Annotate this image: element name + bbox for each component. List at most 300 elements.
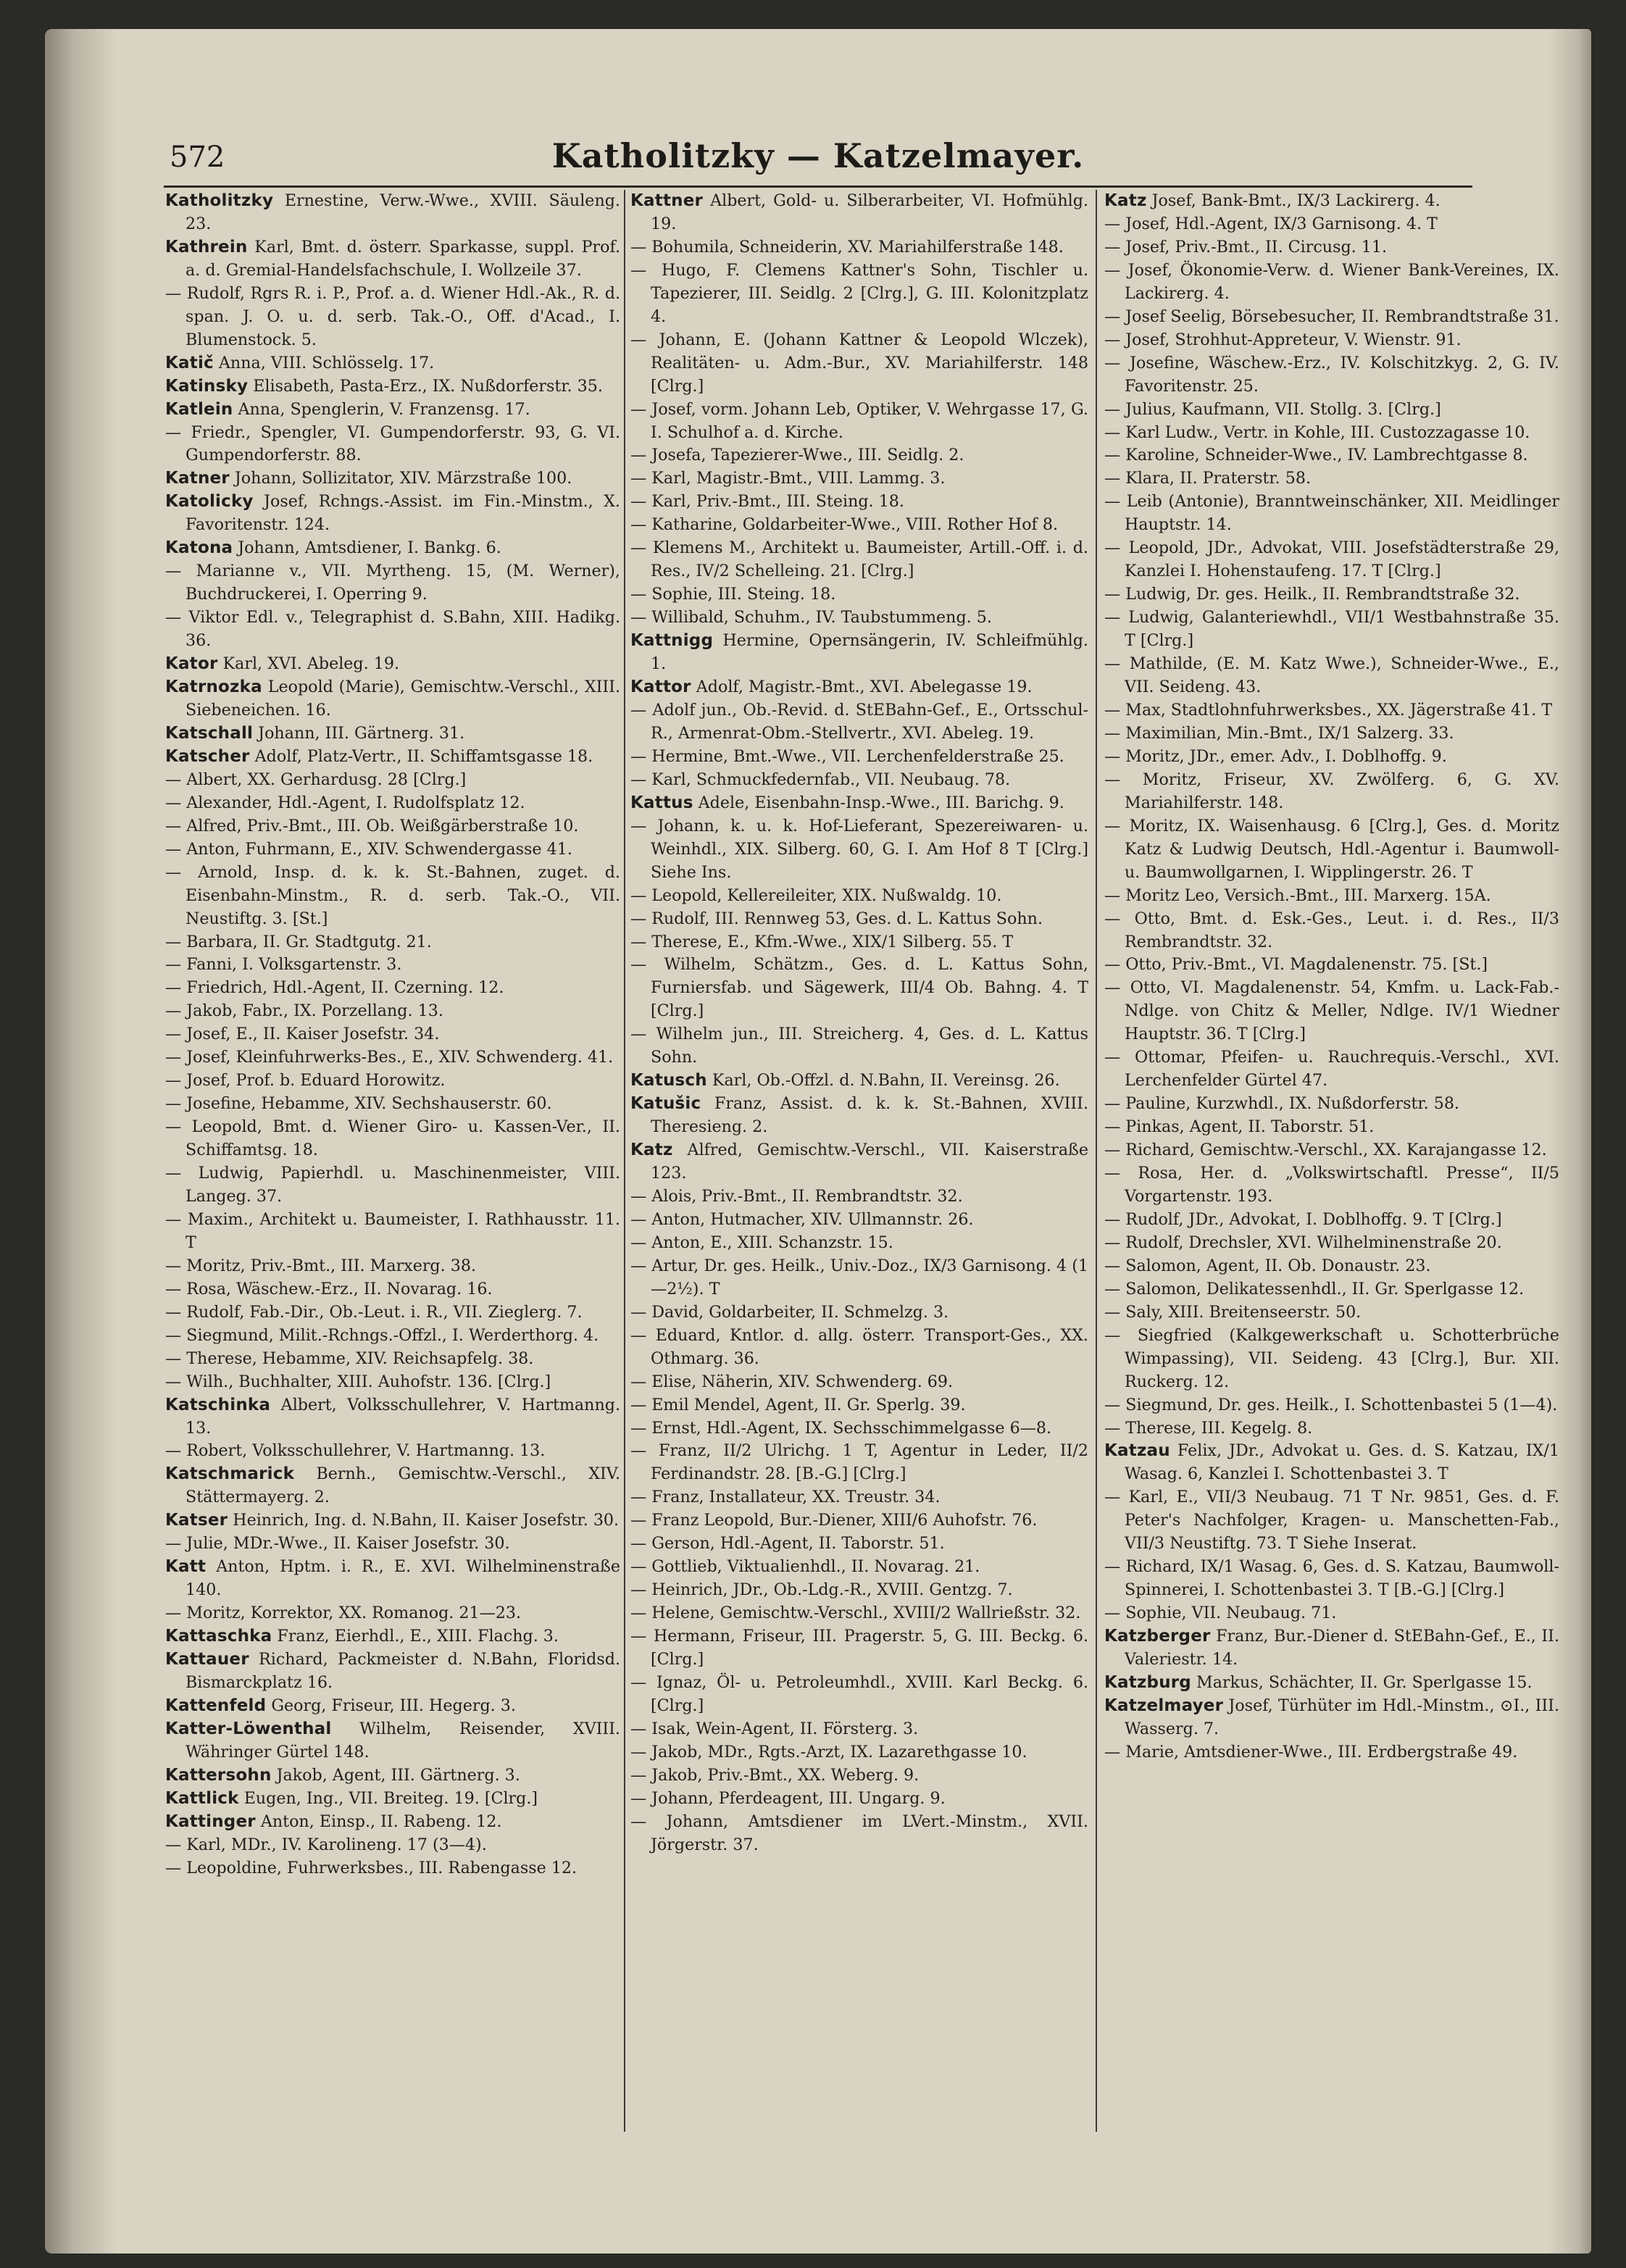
directory-entry [630,444,1088,467]
directory-entry [165,1718,620,1764]
directory-entry [165,190,620,236]
entry-text: — Richard, Gemischtw.-Verschl., XX. Karajangasse 12. [1104,1141,1547,1160]
directory-entry [630,583,1088,606]
entry-text: — Franz, II/2 Ulrichg. 1 T, Agentur in Leder, II/2 Ferdinandstr. 28. [B.-G.] [Clrg.] [630,1441,1088,1484]
entry-text: — Hugo, F. Clemens Kattner's Sohn, Tischler u. Tapezierer, III. Seidlg. 2 [Clrg.], G. III. Kolonitzplatz 4. [630,260,1088,326]
directory-entry [630,537,1088,583]
directory-entry [630,1139,1088,1185]
directory-entry [1104,653,1559,699]
directory-column-1 [165,190,620,2194]
directory-entry [630,1764,1088,1788]
entry-text: Albert, Volksschullehrer, V. Hartmanng. 13. [185,1395,620,1438]
entry-text: — Otto, Priv.-Bmt., VI. Magdalenenstr. 75. [St.] [1104,955,1488,975]
entry-surname: Kattauer [165,1650,249,1669]
directory-entry [1104,1162,1559,1209]
entry-text: — Marie, Amtsdiener-Wwe., III. Erdbergstraße 49. [1104,1742,1518,1762]
directory-entry [165,236,620,283]
entry-text: — Otto, VI. Magdalenenstr. 54, Kmfm. u. Lack-Fab.-Ndlge. von Chitz & Meller, Ndlge. IV/1 Wiedner Hauptstr. 36. T [Clrg.] [1104,978,1559,1044]
directory-entry [165,653,620,676]
entry-text: — Alfred, Priv.-Bmt., III. Ob. Weißgärberstraße 10. [165,816,579,835]
entry-surname: Katscher [165,746,250,766]
directory-entry [630,1741,1088,1764]
directory-entry [165,1602,620,1625]
entry-surname: Katič [165,353,214,372]
directory-entry [1104,1232,1559,1255]
entry-text: — Karl, MDr., IV. Karolineng. 17 (3—4). [165,1835,487,1854]
entry-text: — Klemens M., Architekt u. Baumeister, Artill.-Off. i. d. Res., IV/2 Schelleing. 21. [Clrg.] [630,538,1088,581]
entry-text: — Leopold, JDr., Advokat, VIII. Josefstädterstraße 29, Kanzlei I. Hohenstaufeng. 17. T [Clrg.] [1104,538,1559,581]
directory-entry [165,746,620,769]
entry-surname: Katzberger [1104,1627,1211,1646]
directory-entry [165,1000,620,1023]
directory-entry [165,931,620,954]
entry-text: — Arnold, Insp. d. k. k. St.-Bahnen, zuget. d. Eisenbahn-Minstm., R. d. serb. Tak.-O., VII. Neustiftg. 3. [St.] [165,862,620,928]
entry-surname: Katz [1104,191,1147,210]
directory-entry [630,815,1088,885]
entry-text: — Johann, k. u. k. Hof-Lieferant, Spezereiwaren- u. Weinhdl., XIX. Silberg. 60, G. I. Am Hof 8 T [Clrg.] Siehe Ins. [630,816,1088,882]
entry-text: — Josefine, Hebamme, XIV. Sechshauserstr. 60. [165,1094,552,1114]
entry-text: — Pinkas, Agent, II. Taborstr. 51. [1104,1117,1375,1137]
entry-text: — Josef, Prof. b. Eduard Horowitz. [165,1071,446,1091]
directory-entry [630,699,1088,746]
directory-entry [1104,1325,1559,1394]
directory-entry [165,467,620,491]
entry-text: — Josef, E., II. Kaiser Josefstr. 34. [165,1025,440,1044]
entry-text: — Josef, vorm. Johann Leb, Optiker, V. Wehrgasse 17, G. I. Schulhof a. d. Kirche. [630,399,1088,442]
directory-entry [1104,1278,1559,1301]
directory-entry [1104,399,1559,422]
entry-text: — Mathilde, (E. M. Katz Wwe.), Schneider-Wwe., E., VII. Seideng. 43. [1104,654,1559,697]
entry-text: — Ludwig, Papierhdl. u. Maschinenmeister, VIII. Langeg. 37. [165,1164,620,1206]
entry-text: — Barbara, II. Gr. Stadtgutg. 21. [165,932,432,951]
entry-text: — Maxim., Architekt u. Baumeister, I. Rathhausstr. 11. T [165,1209,620,1252]
entry-text: — Leib (Antonie), Branntweinschänker, XII. Meidlinger Hauptstr. 14. [1104,492,1559,535]
entry-surname: Katona [165,538,233,558]
entry-text: — Josef, Strohhut-Appreteur, V. Wienstr. 91. [1104,330,1462,349]
directory-entry [165,283,620,352]
directory-entry [1104,329,1559,352]
directory-entry [1104,306,1559,329]
entry-text: — Franz, Installateur, XX. Treustr. 34. [630,1488,941,1507]
directory-entry [1104,491,1559,537]
directory-entry [165,1556,620,1602]
directory-entry [630,1301,1088,1325]
entry-text: Heinrich, Ing. d. N.Bahn, II. Kaiser Josefstr. 30. [228,1511,620,1530]
entry-text: — Rudolf, JDr., Advokat, I. Doblhoffg. 9. T [Clrg.] [1104,1209,1502,1229]
directory-entry [1104,885,1559,908]
directory-entry [630,1509,1088,1533]
entry-text: — Rudolf, III. Rennweg 53, Ges. d. L. Kattus Sohn. [630,909,1043,928]
entry-text: — Moritz, Priv.-Bmt., III. Marxerg. 38. [165,1256,477,1275]
directory-entry [630,630,1088,676]
entry-text: — Jakob, MDr., Rgts.-Arzt, IX. Lazarethgasse 10. [630,1742,1027,1762]
directory-entry [630,259,1088,329]
entry-text: — Gottlieb, Viktualienhdl., II. Novarag. 21. [630,1557,980,1577]
directory-entry [165,954,620,977]
directory-entry [165,676,620,722]
entry-text: — Otto, Bmt. d. Esk.-Ges., Leut. i. d. Res., II/3 Rembrandtstr. 32. [1104,909,1559,951]
directory-entry [1104,1301,1559,1325]
entry-text: — Therese, III. Kegelg. 8. [1104,1418,1313,1438]
entry-text: Karl, XVI. Abeleg. 19. [217,654,400,674]
directory-entry [165,1857,620,1880]
entry-surname: Katlein [165,399,233,419]
entry-text: Karl, Ob.-Offzl. d. N.Bahn, II. Vereinsg. 26. [706,1071,1060,1091]
entry-text: — Alois, Priv.-Bmt., II. Rembrandtstr. 32. [630,1186,963,1206]
directory-entry [1104,583,1559,606]
directory-entry [630,1579,1088,1602]
directory-entry [1104,1625,1559,1672]
directory-entry [165,1625,620,1648]
entry-text: — Josef, Priv.-Bmt., II. Circusg. 11. [1104,237,1388,257]
directory-entry [630,1371,1088,1394]
entry-text: Wilhelm, Reisender, XVIII. Währinger Gürtel 148. [185,1719,620,1762]
entry-text: — Ignaz, Öl- u. Petroleumhdl., XVIII. Karl Beckg. 6. [Clrg.] [630,1673,1088,1715]
directory-entry [630,931,1088,954]
entry-text: — Julius, Kaufmann, VII. Stollg. 3. [Clrg.] [1104,399,1441,419]
directory-entry [630,746,1088,769]
entry-text: — Therese, E., Kfm.-Wwe., XIX/1 Silberg. 55. T [630,932,1014,951]
entry-text: Bernh., Gemischtw.-Verschl., XIV. Stättermayerg. 2. [185,1464,620,1507]
directory-entry [1104,422,1559,445]
directory-entry [630,1232,1088,1255]
entry-text: Adolf, Platz-Vertr., II. Schiffamtsgasse 18. [249,746,593,766]
entry-text: — Willibald, Schuhm., IV. Taubstummeng. 5. [630,608,992,628]
book-gutter [45,29,117,2254]
directory-entry [630,908,1088,931]
entry-surname: Kattenfeld [165,1696,267,1715]
directory-entry [1104,1486,1559,1556]
entry-text: — Albert, XX. Gerhardusg. 28 [Clrg.] [165,770,467,789]
entry-text: — Karl, Schmuckfedernfab., VII. Neubaug. 78. [630,770,1011,789]
entry-text: — Artur, Dr. ges. Heilk., Univ.-Doz., IX/3 Garnisong. 4 (1—2½). T [630,1256,1088,1298]
entry-surname: Katusch [630,1071,707,1091]
directory-column-3 [1104,190,1559,2194]
entry-text: Richard, Packmeister d. N.Bahn, Floridsd. Bismarckplatz 16. [185,1650,620,1692]
entry-text: — Bohumila, Schneiderin, XV. Mariahilferstraße 148. [630,237,1064,257]
entry-text: Franz, Assist. d. k. k. St.-Bahnen, XVIII. Theresieng. 2. [651,1094,1088,1137]
directory-entry [630,676,1088,699]
directory-entry [1104,467,1559,491]
directory-entry [630,190,1088,236]
directory-entry [1104,746,1559,769]
page-number: 572 [170,141,225,174]
directory-entry [165,1834,620,1857]
directory-entry [1104,1046,1559,1093]
directory-entry [1104,1209,1559,1232]
directory-entry [165,537,620,560]
entry-text: — Ottomar, Pfeifen- u. Rauchrequis.-Verschl., XVI. Lerchenfelder Gürtel 47. [1104,1048,1559,1091]
directory-entry [165,1116,620,1162]
directory-entry [165,491,620,537]
directory-entry [165,1811,620,1834]
directory-entry [1104,259,1559,306]
entry-text: Josef, Bank-Bmt., IX/3 Lackirerg. 4. [1146,191,1441,210]
entry-text: — Jakob, Priv.-Bmt., XX. Weberg. 9. [630,1765,920,1785]
directory-entry [165,1209,620,1255]
directory-entry [165,1648,620,1695]
directory-entry [630,792,1088,815]
directory-entry [165,1278,620,1301]
entry-text: — Anton, E., XIII. Schanzstr. 15. [630,1233,893,1252]
entry-text: Franz, Eierhdl., E., XIII. Flachg. 3. [272,1627,559,1646]
directory-entry [630,1255,1088,1301]
entry-text: Albert, Gold- u. Silberarbeiter, VI. Hofmühlg. 19. [651,191,1088,233]
entry-surname: Katzelmayer [1104,1696,1224,1715]
entry-text: Elisabeth, Pasta-Erz., IX. Nußdorferstr. 35. [248,376,603,396]
directory-entry [165,606,620,653]
entry-text: — Karl Ludw., Vertr. in Kohle, III. Custozzagasse 10. [1104,422,1530,442]
directory-entry [165,1440,620,1463]
entry-surname: Kattinger [165,1812,256,1831]
directory-entry [165,352,620,375]
directory-entry [165,1788,620,1811]
entry-text: — Karoline, Schneider-Wwe., IV. Lambrechtgasse 8. [1104,446,1528,465]
directory-entry [1104,977,1559,1046]
directory-entry [165,1023,620,1046]
entry-surname: Katser [165,1511,228,1530]
entry-surname: Katschall [165,723,254,743]
directory-entry [1104,1556,1559,1602]
entry-text: — Ernst, Hdl.-Agent, IX. Sechsschimmelgasse 6—8. [630,1418,1052,1438]
directory-entry [165,1509,620,1533]
entry-surname: Katner [165,469,230,488]
entry-text: Johann, Amtsdiener, I. Bankg. 6. [233,538,501,558]
directory-entry [630,1325,1088,1371]
directory-entry [165,1046,620,1070]
entry-text: — Sophie, VII. Neubaug. 71. [1104,1604,1337,1623]
entry-surname: Katz [630,1141,673,1160]
directory-entry [630,1185,1088,1209]
entry-text: — Johann, E. (Johann Kattner & Leopold Wlczek), Realitäten- u. Adm.-Bur., XV. Mariahilferstr. 148 [Clrg.] [630,330,1088,396]
directory-entry [165,1070,620,1093]
directory-entry [165,862,620,931]
directory-entry [630,1417,1088,1441]
entry-text: — Jakob, Fabr., IX. Porzellang. 13. [165,1001,443,1021]
entry-surname: Kattnigg [630,631,714,651]
entry-text: — Salomon, Agent, II. Ob. Donaustr. 23. [1104,1256,1431,1275]
directory-entry [165,375,620,399]
entry-text: — Gerson, Hdl.-Agent, II. Taborstr. 51. [630,1534,945,1554]
entry-surname: Katzburg [1104,1673,1191,1692]
entry-text: Adele, Eisenbahn-Insp.-Wwe., III. Barichg. 9. [693,793,1064,812]
entry-text: — Wilhelm jun., III. Streicherg. 4, Ges. d. L. Kattus Sohn. [630,1025,1088,1067]
entry-text: Leopold (Marie), Gemischtw.-Verschl., XIII. Siebeneichen. 16. [185,678,620,720]
directory-entry [165,1093,620,1116]
entry-text: Felix, JDr., Advokat u. Ges. d. S. Katzau, IX/1 Wasag. 6, Kanzlei I. Schottenbastei 3. T [1125,1441,1559,1484]
entry-text: — Friedrich, Hdl.-Agent, II. Czerning. 12. [165,978,504,998]
directory-entry [630,1533,1088,1556]
entry-text: Anna, VIII. Schlösselg. 17. [213,353,435,372]
entry-text: — Rosa, Her. d. „Volkswirtschaftl. Presse“, II/5 Vorgartenstr. 193. [1104,1164,1559,1206]
directory-entry [165,838,620,862]
entry-text: — Leopold, Bmt. d. Wiener Giro- u. Kassen-Ver., II. Schiffamtsg. 18. [165,1117,620,1160]
directory-entry [165,1162,620,1209]
directory-entry [1104,1093,1559,1116]
entry-text: Eugen, Ing., VII. Breiteg. 19. [Clrg.] [238,1788,538,1808]
directory-entry [165,422,620,468]
page-header [170,136,1467,180]
entry-text: — Josef Seelig, Börsebesucher, II. Rembrandtstraße 31. [1104,307,1559,326]
column-divider [1096,190,1097,2132]
directory-entry [630,1070,1088,1093]
directory-entry [630,1788,1088,1811]
entry-text: — Rudolf, Drechsler, XVI. Wilhelminenstraße 20. [1104,1233,1502,1252]
directory-entry [1104,352,1559,399]
directory-entry [630,236,1088,259]
entry-text: — Max, Stadtlohnfuhrwerksbes., XX. Jägerstraße 41. T [1104,700,1553,720]
entry-text: Georg, Friseur, III. Hegerg. 3. [266,1696,516,1715]
directory-entry [630,1209,1088,1232]
entry-text: Johann, Sollizitator, XIV. Märzstraße 100. [229,469,572,488]
entry-surname: Katrnozka [165,678,262,697]
entry-text: — Wilh., Buchhalter, XIII. Auhofstr. 136. [Clrg.] [165,1372,551,1391]
entry-text: Anna, Spenglerin, V. Franzensg. 17. [233,399,530,419]
directory-entry [630,885,1088,908]
entry-surname: Kattner [630,191,704,210]
directory-entry [1104,537,1559,583]
directory-entry [630,1672,1088,1718]
directory-entry [1104,1139,1559,1162]
entry-text: — Siegmund, Dr. ges. Heilk., I. Schottenbastei 5 (1—4). [1104,1395,1558,1414]
directory-entry [1104,1394,1559,1417]
entry-text: — Marianne v., VII. Myrtheng. 15, (M. Werner), Buchdruckerei, I. Operring 9. [165,562,620,604]
directory-entry [630,606,1088,630]
entry-text: — Josefa, Tapezierer-Wwe., III. Seidlg. 2. [630,446,964,465]
entry-text: — Rudolf, Fab.-Dir., Ob.-Leut. i. R., VII. Zieglerg. 7. [165,1302,583,1322]
entry-text: — Salomon, Delikatessenhdl., II. Gr. Sperlgasse 12. [1104,1279,1525,1298]
entry-text: — Emil Mendel, Agent, II. Gr. Sperlg. 39. [630,1395,966,1414]
entry-text: — Moritz, Korrektor, XX. Romanog. 21—23. [165,1604,522,1623]
directory-entry [1104,213,1559,236]
entry-text: — Moritz Leo, Versich.-Bmt., III. Marxerg. 15A. [1104,885,1491,905]
entry-text: — Wilhelm, Schätzm., Ges. d. L. Kattus Sohn, Furniersfab. und Sägewerk, III/4 Ob. Bahng. 4. T [Clrg.] [630,955,1088,1021]
entry-text: — Moritz, Friseur, XV. Zwölferg. 6, G. XV. Mariahilferstr. 148. [1104,770,1559,812]
entry-text: — Siegfried (Kalkgewerkschaft u. Schotterbrüche Wimpassing), VII. Seideng. 43 [Clrg.], Bur. XII. Ruckerg. 12. [1104,1325,1559,1391]
header-rule [164,185,1472,188]
directory-entry [165,1371,620,1394]
directory-entry [165,1533,620,1556]
entry-surname: Katinsky [165,376,249,396]
entry-text: — Anton, Fuhrmann, E., XIV. Schwendergasse 41. [165,839,572,859]
directory-entry [165,1394,620,1441]
entry-text: — Julie, MDr.-Wwe., II. Kaiser Josefstr. 30. [165,1534,510,1554]
directory-entry [630,1811,1088,1857]
entry-text: — Leopold, Kellereileiter, XIX. Nußwaldg. 10. [630,885,1002,905]
entry-surname: Katzau [1104,1441,1170,1461]
entry-surname: Kattus [630,793,693,812]
directory-entry [165,1255,620,1278]
entry-surname: Katolicky [165,492,254,512]
directory-entry [165,560,620,606]
entry-text: — Katharine, Goldarbeiter-Wwe., VIII. Rother Hof 8. [630,515,1058,535]
directory-entry [1104,606,1559,653]
entry-text: — Rudolf, Rgrs R. i. P., Prof. a. d. Wiener Hdl.-Ak., R. d. span. J. O. u. d. serb. Tak.-O., Off. d'Acad., I. Blumenstock. 5. [165,283,620,349]
directory-entry [1104,444,1559,467]
directory-entry [1104,908,1559,954]
entry-text: — Rosa, Wäschew.-Erz., II. Novarag. 16. [165,1279,493,1298]
entry-text: — Saly, XIII. Breitenseerstr. 50. [1104,1302,1362,1322]
entry-text: — Maximilian, Min.-Bmt., IX/1 Salzerg. 33. [1104,723,1454,743]
entry-text: — Josef, Ökonomie-Verw. d. Wiener Bank-Vereines, IX. Lackirerg. 4. [1104,260,1559,303]
directory-entry [630,769,1088,792]
entry-text: — Viktor Edl. v., Telegraphist d. S.Bahn, XIII. Hadikg. 36. [165,608,620,651]
entry-text: Franz, Bur.-Diener d. StEBahn-Gef., E., II. Valeriestr. 14. [1125,1627,1559,1669]
entry-text: Adolf, Magistr.-Bmt., XVI. Abelegasse 19. [691,678,1033,697]
entry-surname: Katschinka [165,1395,271,1414]
directory-entry [165,1301,620,1325]
entry-text: — Friedr., Spengler, VI. Gumpendorferstr. 93, G. VI. Gumpendorferstr. 88. [165,422,620,465]
entry-text: — Alexander, Hdl.-Agent, I. Rudolfsplatz 12. [165,793,525,812]
entry-surname: Katholitzky [165,191,274,210]
entry-text: — Ludwig, Dr. ges. Heilk., II. Rembrandtstraße 32. [1104,585,1520,604]
entry-text: — David, Goldarbeiter, II. Schmelzg. 3. [630,1302,949,1322]
directory-entry [1104,954,1559,977]
entry-text: — Sophie, III. Steing. 18. [630,585,836,604]
entry-text: — Karl, E., VII/3 Neubaug. 71 T Nr. 9851, Ges. d. F. Peter's Nachfolger, Kragen- u. Manschetten-Fab., VII/3 Neustiftg. 73. T Siehe Inserat. [1104,1488,1559,1554]
entry-text: Markus, Schächter, II. Gr. Sperlgasse 15. [1191,1673,1533,1692]
entry-text: Anton, Hptm. i. R., E. XVI. Wilhelminenstraße 140. [185,1557,620,1600]
entry-surname: Kattlick [165,1788,239,1808]
entry-text: Johann, III. Gärtnerg. 31. [253,723,465,743]
entry-text: — Siegmund, Milit.-Rchngs.-Offzl., I. Werderthorg. 4. [165,1325,599,1345]
entry-text: — Josef, Hdl.-Agent, IX/3 Garnisong. 4. T [1104,214,1438,233]
directory-entry [165,815,620,838]
entry-text: Alfred, Gemischtw.-Verschl., VII. Kaiserstraße 123. [651,1141,1088,1183]
directory-entry [165,1348,620,1371]
directory-entry [1104,1417,1559,1441]
directory-column-2 [630,190,1088,2194]
entry-text: — Karl, Priv.-Bmt., III. Steing. 18. [630,492,904,512]
entry-text: — Leopoldine, Fuhrwerksbes., III. Rabengasse 12. [165,1858,578,1877]
entry-surname: Kattaschka [165,1627,272,1646]
directory-entry [165,1764,620,1788]
directory-entry [165,977,620,1000]
entry-text: Anton, Einsp., II. Rabeng. 12. [255,1812,502,1831]
directory-entry [630,1486,1088,1509]
directory-entry [630,954,1088,1023]
directory-entry [630,1602,1088,1625]
entry-text: — Johann, Pferdeagent, III. Ungarg. 9. [630,1788,946,1808]
entry-text: — Josef, Kleinfuhrwerks-Bes., E., XIV. Schwenderg. 41. [165,1048,614,1067]
directory-entry [165,1695,620,1718]
entry-text: — Elise, Näherin, XIV. Schwenderg. 69. [630,1372,954,1391]
entry-text: Hermine, Opernsängerin, IV. Schleifmühlg. 1. [651,631,1088,674]
entry-text: — Isak, Wein-Agent, II. Försterg. 3. [630,1719,919,1738]
entry-text: — Moritz, IX. Waisenhausg. 6 [Clrg.], Ges. d. Moritz Katz & Ludwig Deutsch, Hdl.-Agentur i. Baumwoll- u. Baumwollgarnen, I. Wipplingerstr. 26. T [1104,816,1559,882]
directory-entry [630,329,1088,399]
directory-entry [630,1556,1088,1579]
directory-entry [630,399,1088,445]
entry-text: — Robert, Volksschullehrer, V. Hartmanng. 13. [165,1441,546,1461]
entry-text: — Anton, Hutmacher, XIV. Ullmannstr. 26. [630,1209,974,1229]
directory-entry [1104,699,1559,722]
directory-entry [1104,1741,1559,1764]
directory-entry [1104,236,1559,259]
directory-entry [165,1463,620,1509]
entry-text: — Franz Leopold, Bur.-Diener, XIII/6 Auhofstr. 76. [630,1511,1038,1530]
directory-entry [630,514,1088,537]
directory-entry [1104,1255,1559,1278]
entry-surname: Kattor [630,678,691,697]
entry-text: — Heinrich, JDr., Ob.-Ldg.-R., XVIII. Gentzg. 7. [630,1580,1013,1600]
entry-text: — Adolf jun., Ob.-Revid. d. StEBahn-Gef., E., Ortsschul-R., Armenrat-Obm.-Stellvertr., XVI. Abeleg. 19. [630,700,1088,743]
directory-entry [165,399,620,422]
directory-entry [1104,1695,1559,1741]
entry-text: — Pauline, Kurzwhdl., IX. Nußdorferstr. 58. [1104,1094,1459,1114]
directory-entry [165,722,620,746]
entry-surname: Katter-Löwenthal [165,1719,332,1738]
